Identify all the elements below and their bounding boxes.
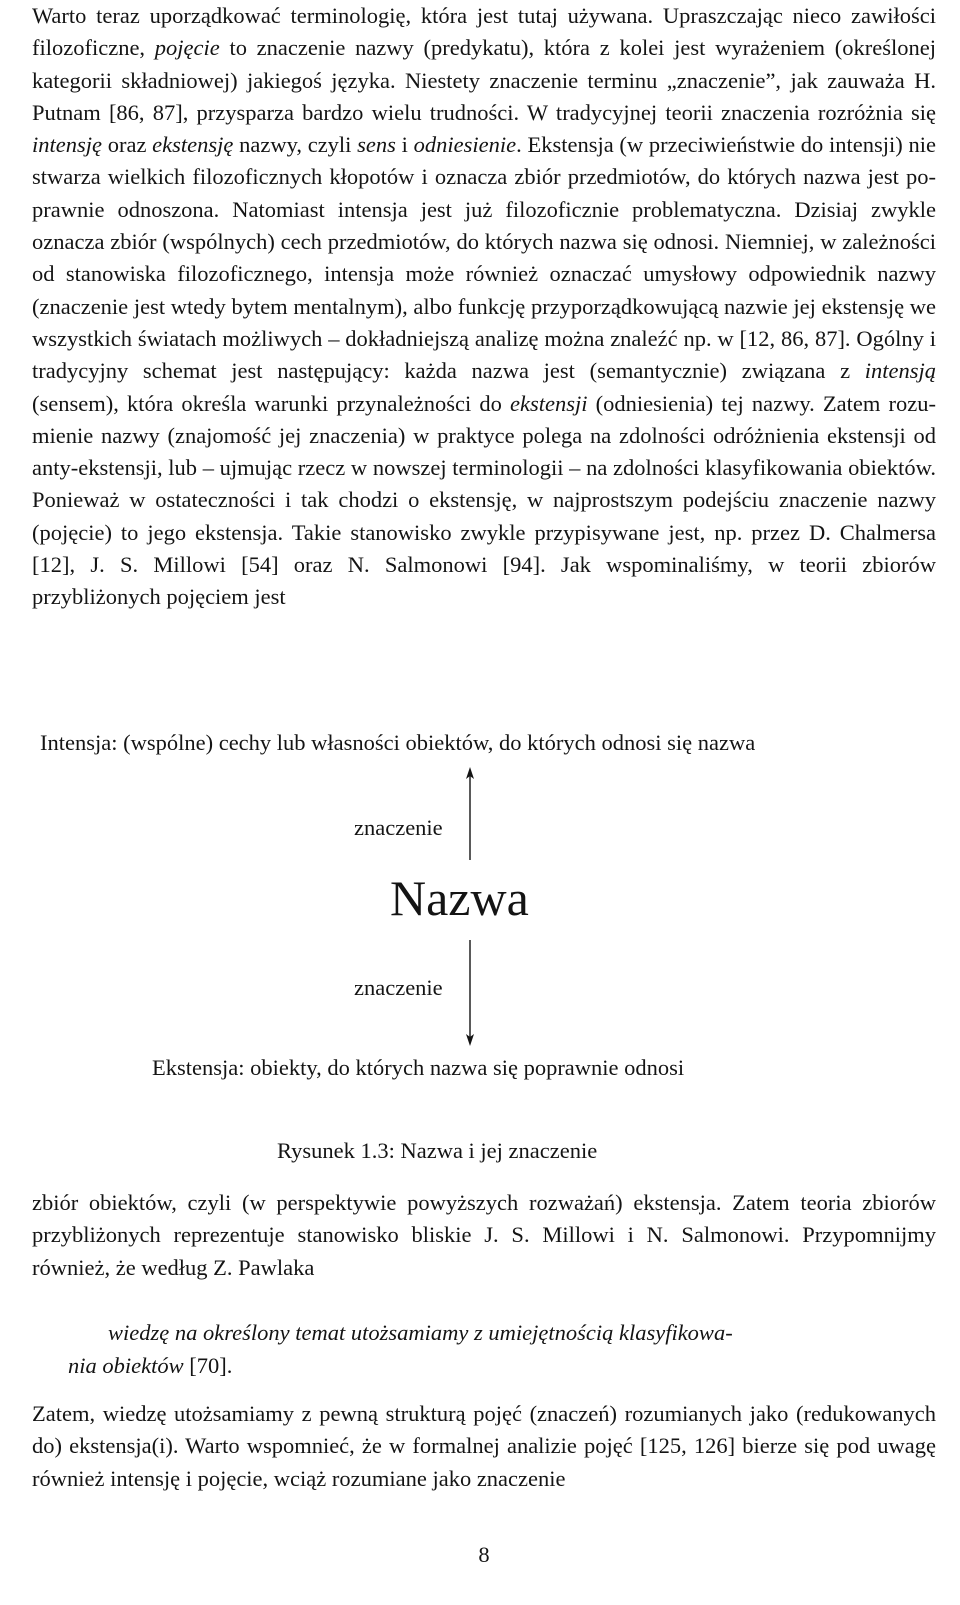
text-run: i bbox=[395, 132, 414, 158]
figure-intension-label: Intensja: (wspólne) cechy lub własności obiektów, do których odnosi się nazwa bbox=[40, 730, 756, 755]
quote-line-2-italic: nia obiektów bbox=[68, 1352, 184, 1378]
emphasized-term: pojęcie bbox=[154, 35, 220, 61]
paragraph-knowledge-structure bbox=[32, 1398, 936, 1495]
text-run: oraz bbox=[101, 132, 153, 158]
text-run: to znaczenie nazwy (predykatu), która z kolei jest wyrażeniem (określonej kategorii składniowej) jakiegoś języka. Niestety znaczenie terminu „znaczenie”, jak zauważa H. Putnam [86, 87], przysparza bardzo wielu trudności. W tradycyjnej teorii znaczenia rozróżnia się bbox=[32, 35, 936, 125]
figure-up-arrow-label: znaczenie bbox=[354, 815, 443, 840]
arrow-down-icon bbox=[466, 940, 474, 1046]
page-number: 8 bbox=[478, 1542, 490, 1567]
paragraph-terminology bbox=[32, 0, 936, 614]
quote-line-1: wiedzę na określony temat utożsamiamy z umiejętnością klasyfikowa- bbox=[108, 1320, 733, 1345]
emphasized-term: ekstensję bbox=[152, 132, 234, 158]
figure-name-meaning bbox=[32, 730, 936, 1170]
text-run: Zatem, wiedzę utożsamiamy z pewną strukturą pojęć (znaczeń) rozumianych jako (redukowanych do) ekstensja(i). Warto wspomnieć, że w formalnej analizie pojęć [125, 126] bierze się pod uwagę również intensję i pojęcie, wciąż rozumiane jako znaczenie bbox=[32, 1401, 936, 1491]
pawlak-quote bbox=[68, 1317, 902, 1382]
emphasized-term: odniesienie bbox=[413, 132, 517, 158]
emphasized-term: sens bbox=[357, 132, 396, 158]
text-run: nazwy, czyli bbox=[233, 132, 358, 158]
figure-center-word: Nazwa bbox=[390, 870, 529, 926]
text-run: (sensem), która określa warunki przynależności do bbox=[32, 390, 511, 416]
quote-line-2-citation: [70]. bbox=[183, 1352, 233, 1378]
arrow-up-icon bbox=[466, 767, 474, 860]
paragraph-set-of-objects bbox=[32, 1187, 936, 1284]
figure-arrows bbox=[32, 730, 936, 1170]
figure-down-arrow-label: znaczenie bbox=[354, 975, 443, 1000]
figure-caption: Rysunek 1.3: Nazwa i jej znaczenie bbox=[277, 1138, 598, 1163]
figure-extension-label: Ekstensja: obiekty, do których nazwa się poprawnie odnosi bbox=[152, 1055, 685, 1080]
emphasized-term: intensję bbox=[32, 132, 102, 158]
text-run: . Ekstensja (w przeciwieństwie do intensji) nie stwarza wielkich filozoficznych kłopotów i oznacza zbiór przedmiotów, do których nazwa jest poprawnie odnoszona. Natomiast intensja jest już filozoficznie problematyczna. Dzisiaj zwykle oznacza zbiór (wspólnych) cech przedmiotów, do których nazwa się odnosi. Niemniej, w zależności od stanowiska filozoficznego, intensja może również oznaczać umysłowy odpowiednik nazwy (znaczenie jest wtedy bytem mentalnym), albo funkcję przyporządkowującą nazwie jej ekstensję we wszystkich światach możliwych – dokładniejszą analizę można znaleźć np. w [12, 86, 87]. Ogólny i tradycyjny schemat jest następujący: każda nazwa jest (semantycznie) związana z bbox=[32, 132, 936, 384]
text-run: Warto teraz uporządkować terminologię, która jest tutaj używana. Upraszczając nieco zawiłości filozoficzne, bbox=[32, 3, 936, 61]
text-run: zbiór obiektów, czyli (w perspektywie powyższych rozważań) ekstensja. Zatem teoria zbiorów przybliżonych reprezentuje stanowisko bliskie J. S. Millowi i N. Salmonowi. Przypomnijmy również, że według Z. Pawlaka bbox=[32, 1190, 936, 1280]
emphasized-term: ekstensji bbox=[510, 390, 588, 416]
emphasized-term: intensją bbox=[864, 358, 936, 384]
text-run: (odniesienia) tej nazwy. Zatem rozumienie nazwy (znajomość jej znaczenia) w praktyce polega na zdolności odróżnienia ekstensji od anty-ekstensji, lub – ujmując rzecz w nowszej terminologii – na zdolności klasyfikowania obiektów. Ponieważ w ostateczności i tak chodzi o ekstensję, w najprostszym podejściu znaczenie nazwy (pojęcie) to jego ekstensja. Takie stanowisko zwykle przypisywane jest, np. przez D. Chalmersa [12], J. S. Millowi [54] oraz N. Salmonowi [94]. Jak wspominaliśmy, w teorii zbiorów przybliżonych pojęciem jest bbox=[32, 390, 936, 610]
